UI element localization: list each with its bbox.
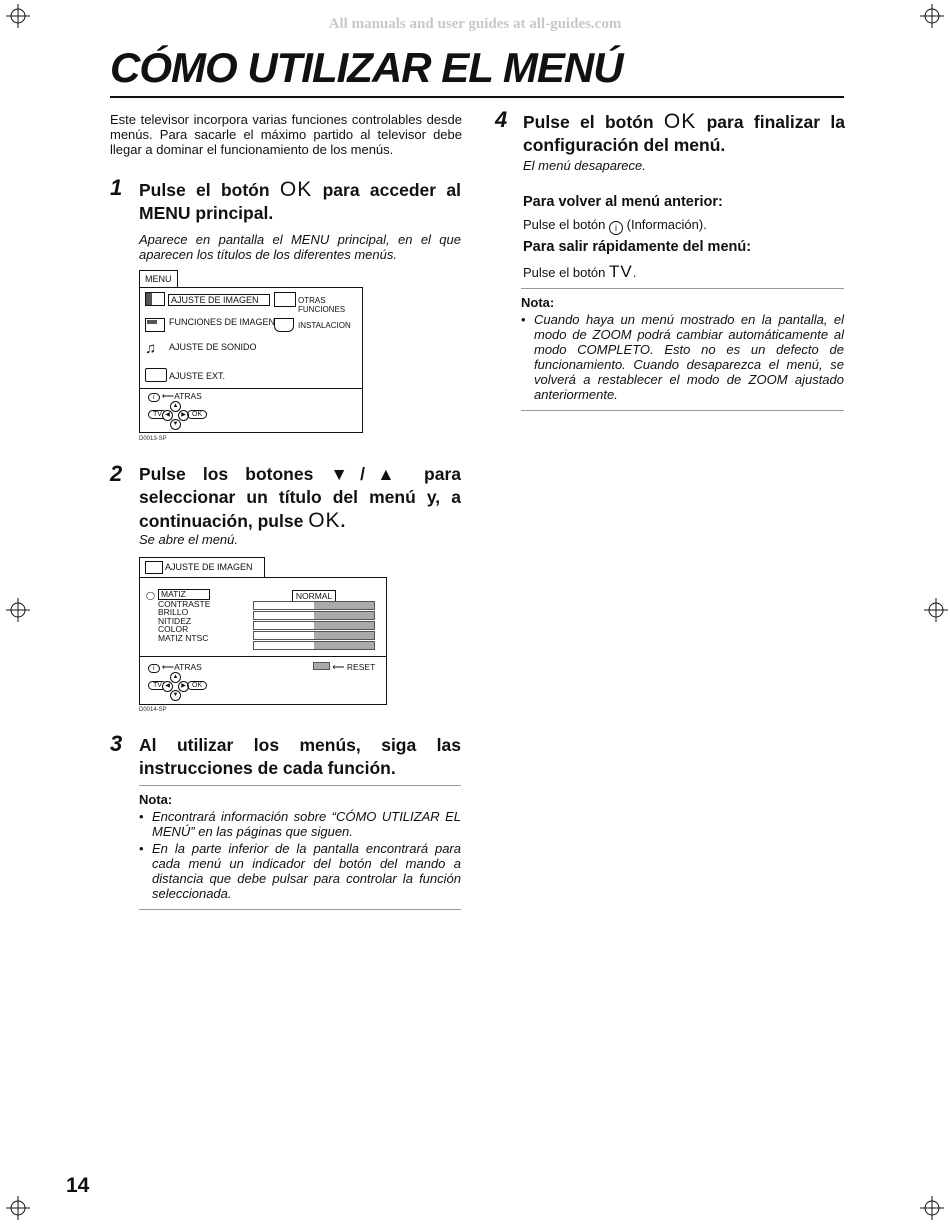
back-label: ATRAS: [174, 662, 202, 672]
picture-icon: [145, 292, 165, 306]
down-arrow-icon: ▼: [170, 690, 181, 701]
menu-item-ajuste-sonido: AJUSTE DE SONIDO: [169, 342, 257, 352]
setting-brillo: BRILLO: [158, 607, 189, 618]
note-box-left: [139, 785, 461, 910]
up-arrow-icon: ▲: [170, 401, 181, 412]
level-bar-fill: [314, 632, 374, 639]
ok-label: OK: [187, 681, 207, 690]
level-bar: [253, 641, 375, 650]
page-title: CÓMO UTILIZAR EL MENÚ: [110, 44, 623, 91]
menu-tab: MENU: [139, 270, 178, 287]
exit-text-pre: Pulse el botón: [523, 265, 610, 280]
step-4-pre: Pulse el botón: [523, 112, 664, 132]
back-text-pre: Pulse el botón: [523, 217, 610, 232]
installation-icon: [274, 318, 294, 332]
step-3-text: Al utilizar los menús, siga las instrucciones de cada función.: [139, 735, 461, 778]
level-bars: [253, 601, 375, 651]
level-bar: [253, 611, 375, 620]
ok-label: OK: [187, 410, 207, 419]
left-arrow-icon: ◀: [162, 681, 173, 692]
tv-label: TV: [148, 410, 167, 419]
ok-button-label: OK: [308, 509, 341, 532]
reset-button-icon: [313, 662, 330, 670]
step-1-pre: Pulse el botón: [139, 180, 280, 200]
step-2-post: .: [340, 511, 346, 531]
figure-code-1: D0013-SP: [139, 436, 167, 442]
picture-menu-figure: [139, 555, 391, 707]
menu-footer-back: i ⟵ATRAS: [148, 391, 202, 402]
step-4-number: 4: [495, 107, 508, 132]
menu-item-otras-funciones: OTRAS FUNCIONES: [298, 296, 346, 314]
picture-menu-footer-back: i ⟵ATRAS: [148, 662, 202, 673]
picture-function-icon: [145, 318, 165, 332]
right-arrow-icon: ▶: [178, 681, 189, 692]
exit-instruction: [523, 262, 636, 282]
step-2-number: 2: [110, 461, 123, 486]
picture-menu-tab-label: AJUSTE DE IMAGEN: [165, 561, 253, 572]
ok-button-label: OK: [663, 110, 697, 133]
step-2-note: Se abre el menú.: [139, 532, 239, 547]
step-3-number: 3: [110, 731, 123, 756]
mode-value: NORMAL: [292, 590, 336, 602]
info-button-icon: i: [148, 664, 160, 673]
page-number: 14: [66, 1174, 90, 1197]
step-1-post: para acceder al MENU principal.: [139, 180, 461, 223]
exit-heading: Para salir rápidamente del menú:: [523, 239, 752, 255]
back-label: ATRAS: [174, 391, 202, 401]
up-arrow-icon: ▲: [170, 672, 181, 683]
level-bar: [253, 601, 375, 610]
setting-matiz-ntsc: MATIZ NTSC: [158, 632, 209, 643]
level-bar: [253, 631, 375, 640]
note-item: • En la parte inferior de la pantalla encontrará para cada menú un indicador del botón del mando a distancia que debe pulsar para controlar la función seleccionada.: [139, 841, 461, 901]
down-arrow-icon: ▼: [170, 419, 181, 430]
note-item: • Encontrará información sobre “CÓMO UTILIZAR EL MENÚ” en las páginas que siguen.: [139, 809, 461, 839]
left-arrow-icon: ◀: [162, 410, 173, 421]
level-bar-fill: [314, 602, 374, 609]
reset-label: RESET: [346, 662, 376, 672]
selector-icon: ◯: [146, 591, 155, 600]
level-bar-fill: [314, 622, 374, 629]
info-icon: i: [609, 221, 623, 235]
watermark: All manuals and user guides at all-guides.com: [328, 16, 622, 32]
external-icon: [145, 368, 167, 382]
level-bar-fill: [314, 642, 374, 649]
ok-button-icon: [187, 403, 207, 421]
setting-nitidez: NITIDEZ: [158, 615, 192, 626]
other-functions-icon: [274, 292, 296, 307]
step-2-text: [139, 463, 461, 533]
step-1-note: Aparece en pantalla el MENU principal, en el que aparecen los títulos de los diferentes menús.: [139, 232, 461, 262]
menu-item-funciones-imagen: FUNCIONES DE IMAGEN: [169, 317, 276, 327]
figure-code-2: D0014-SP: [139, 707, 167, 713]
step-1-text: [139, 178, 461, 225]
menu-item-ajuste-ext: AJUSTE EXT.: [169, 371, 226, 381]
menu-item-instalacion: INSTALACION: [298, 321, 351, 330]
note-label: Nota:: [139, 792, 173, 807]
picture-menu-divider: [139, 656, 386, 657]
picture-icon: [145, 561, 163, 574]
back-heading: Para volver al menú anterior:: [523, 194, 723, 210]
step-2-pre: Pulse los botones ▼/▲ para seleccionar un título del menú y, a continuación, pulse: [139, 464, 461, 531]
ok-button-icon: [187, 674, 207, 692]
setting-matiz: MATIZ: [158, 589, 210, 600]
step-4-note: El menú desaparece.: [523, 158, 646, 173]
level-bar: [253, 621, 375, 630]
sound-icon: ♫: [145, 340, 157, 357]
note-box-right: [521, 288, 844, 411]
ok-button-label: OK: [279, 178, 313, 201]
step-1-number: 1: [110, 175, 123, 200]
info-button-icon: i: [148, 393, 160, 402]
title-rule: [110, 96, 844, 98]
intro-paragraph: Este televisor incorpora varias funciones controlables desde menús. Para sacarle el máximo partido al televisor debe llegar a dominar el funcionamiento de los menús.: [110, 112, 462, 157]
back-text-post: (Información).: [623, 217, 707, 232]
exit-text-post: .: [632, 265, 637, 280]
tv-label: TV: [148, 681, 167, 690]
menu-divider: [139, 388, 362, 389]
setting-color: COLOR: [158, 624, 189, 635]
note-label: Nota:: [521, 295, 555, 310]
setting-contraste: CONTRASTE: [158, 598, 211, 609]
picture-settings-list: [158, 589, 210, 643]
step-4-text: [523, 110, 845, 157]
note-item: • Cuando haya un menú mostrado en la pantalla, el modo de ZOOM podrá cambiar automáticamente al modo COMPLETO. Esto no es un defecto de funcionamiento. Cuando desaparezca el menú, se volverá a restablecer el modo de ZOOM ajustado anteriormente.: [521, 312, 844, 402]
back-instruction: [523, 217, 707, 235]
tv-button-icon: TV: [609, 262, 633, 281]
main-menu-figure: [139, 268, 369, 436]
step-4-post: para finalizar la configuración del menú.: [523, 112, 845, 155]
right-arrow-icon: ▶: [178, 410, 189, 421]
menu-item-ajuste-imagen: AJUSTE DE IMAGEN: [168, 294, 270, 306]
level-bar-fill: [314, 612, 374, 619]
picture-menu-footer-reset: ⟵ RESET: [313, 662, 375, 673]
